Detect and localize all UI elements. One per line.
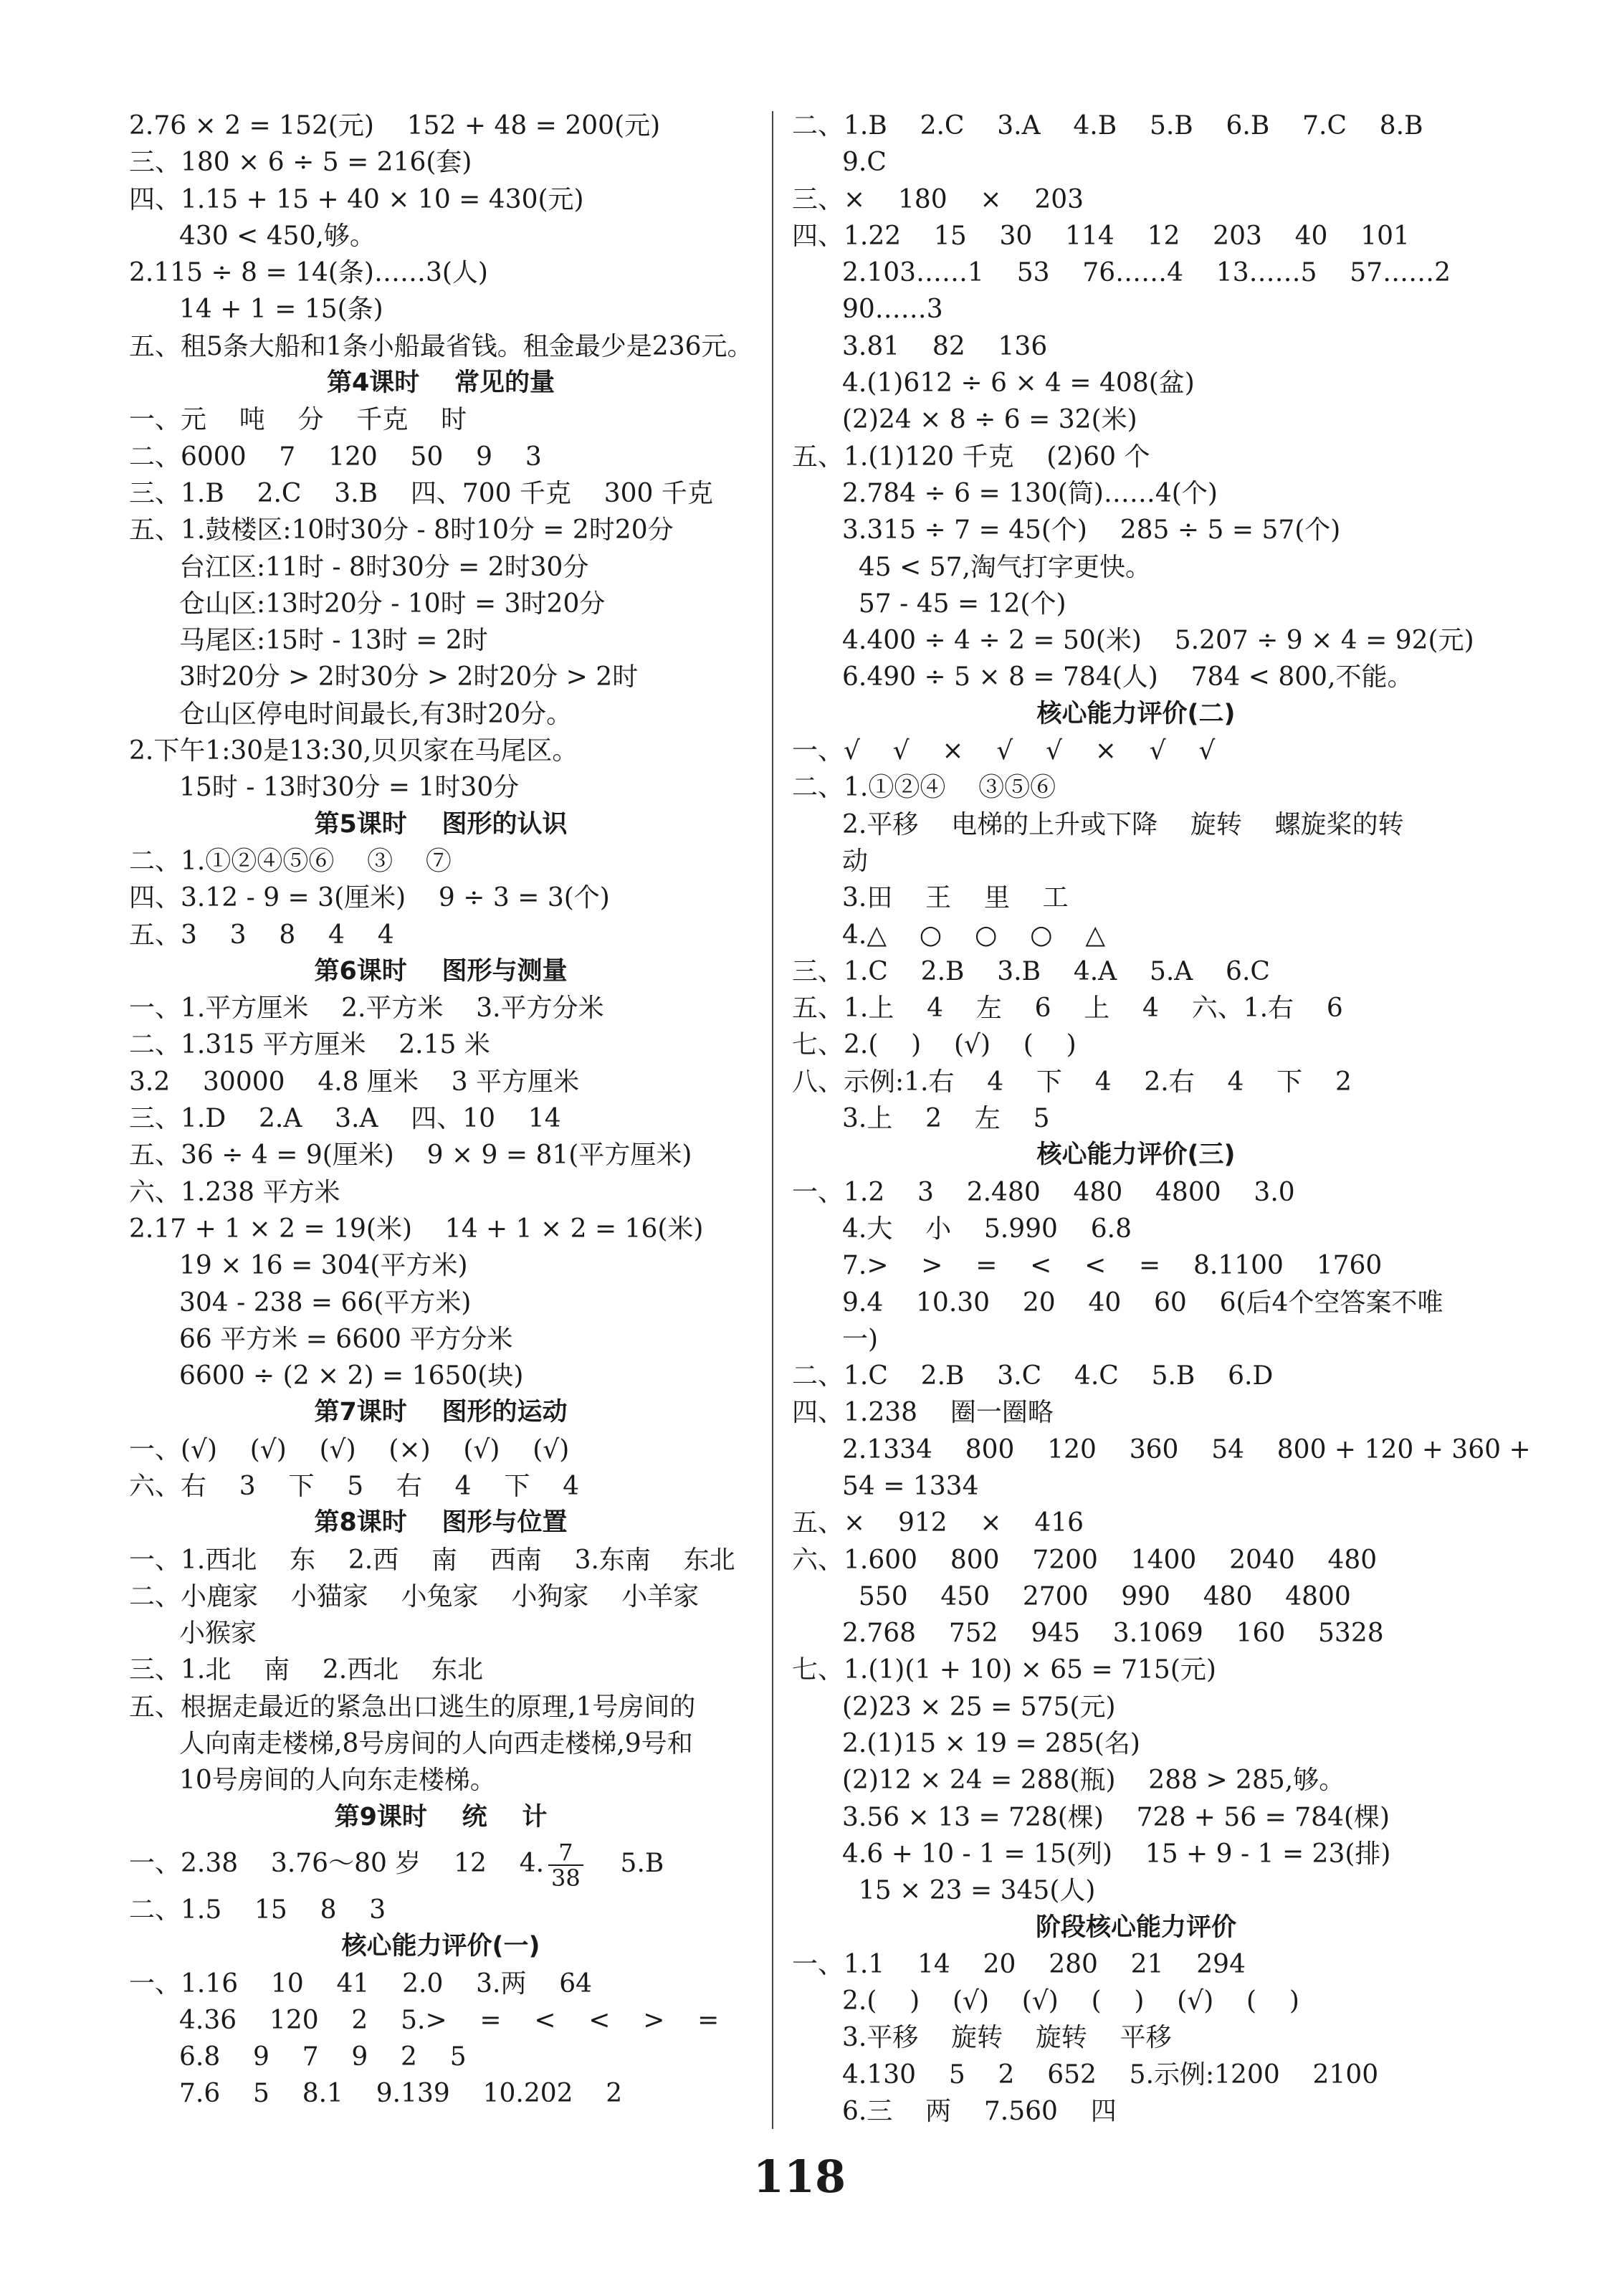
answer-line [129, 512, 753, 548]
fraction [548, 1840, 583, 1890]
page-number: 118 [753, 2150, 846, 2203]
fraction-numerator: 7 [548, 1840, 583, 1866]
answer-text: 10号房间的人向东走楼梯。 [179, 1766, 496, 1796]
answer-line [792, 1468, 1480, 1505]
answer-text: 一) [842, 1324, 879, 1354]
section-heading [129, 1505, 753, 1541]
answer-text: 2.( ) (√) (√) ( ) (√) ( ) [842, 1986, 1299, 2016]
answer-line [129, 1615, 753, 1652]
answer-text: 四、1.22 15 30 114 12 203 40 101 [792, 221, 1410, 251]
answer-line [792, 365, 1480, 401]
answer-text-after: 5.B [587, 1848, 664, 1878]
answer-text: 人向南走楼梯,8号房间的人向西走楼梯,9号和 [179, 1729, 693, 1759]
section-heading [129, 806, 753, 843]
answer-line [792, 990, 1480, 1026]
answer-line [129, 181, 753, 218]
answer-text: 3.56 × 13 = 728(棵) 728 + 56 = 784(棵) [842, 1802, 1390, 1832]
answer-line [792, 2019, 1480, 2056]
answer-line [792, 1358, 1480, 1394]
answer-line [129, 622, 753, 659]
right-column [792, 108, 1531, 2130]
answer-line [792, 2057, 1480, 2093]
answer-line [792, 475, 1480, 512]
answer-line [129, 1468, 753, 1505]
answer-text: 14 + 1 = 15(条) [179, 295, 383, 325]
answer-text: 仓山区停电时间最长,有3时20分。 [179, 699, 573, 729]
answer-line [792, 108, 1480, 144]
answer-text: 二、1.①②④⑤⑥ ③ ⑦ [129, 846, 452, 876]
answer-line [129, 439, 753, 475]
answer-text: 四、3.12 - 9 = 3(厘米) 9 ÷ 3 = 3(个) [129, 883, 610, 913]
answer-text: 一、2.38 3.76～80 岁 12 4. [129, 1848, 545, 1878]
section-heading [129, 365, 753, 401]
answer-line [792, 1174, 1480, 1211]
answer-line [129, 2039, 753, 2075]
answer-line [129, 1578, 753, 1615]
answer-line [129, 218, 753, 254]
answer-line [129, 1321, 753, 1358]
answer-line [129, 1174, 753, 1211]
answer-line [129, 1836, 753, 1892]
answer-text: 15时 - 13时30分 = 1时30分 [179, 773, 520, 803]
answer-text: 4.大 小 5.990 6.8 [842, 1214, 1132, 1244]
answer-line [792, 1946, 1480, 1983]
answer-text: 三、1.B 2.C 3.B 四、700 千克 300 千克 [129, 478, 713, 508]
answer-text: (2)23 × 25 = 575(元) [842, 1692, 1116, 1722]
answer-line [792, 1064, 1480, 1100]
answer-text: 五、× 912 × 416 [792, 1508, 1084, 1538]
answer-line [129, 1652, 753, 1688]
answer-line [792, 806, 1480, 843]
answer-line [792, 843, 1480, 880]
answer-text: 一、1.1 14 20 280 21 294 [792, 1949, 1246, 1979]
answer-text: 4.(1)612 ÷ 6 × 4 = 408(盆) [842, 368, 1195, 399]
answer-text: 15 × 23 = 345(人) [842, 1876, 1096, 1906]
column-divider [772, 111, 773, 2129]
answer-text: 三、× 180 × 203 [792, 184, 1084, 214]
answer-line [129, 1892, 753, 1928]
answer-text: 一、√ √ × √ √ × √ √ [792, 736, 1216, 766]
answer-text: 第9课时 统 计 [334, 1802, 548, 1831]
answer-text: 2.103……1 53 76……4 13……5 57……2 [842, 258, 1451, 288]
answer-text: 2.76 × 2 = 152(元) 152 + 48 = 200(元) [129, 111, 661, 140]
answer-text: 45 < 57,淘气打字更快。 [842, 552, 1151, 582]
answer-line [792, 1026, 1480, 1063]
answer-text: 4.6 + 10 - 1 = 15(列) 15 + 9 - 1 = 23(排) [842, 1839, 1391, 1869]
answer-text: 4.400 ÷ 4 ÷ 2 = 50(米) 5.207 ÷ 9 × 4 = 92(元) [842, 626, 1474, 656]
section-heading [129, 1799, 753, 1836]
answer-line [792, 769, 1480, 806]
section-heading [129, 1394, 753, 1431]
answer-line [792, 1432, 1531, 1468]
answer-line [129, 843, 753, 880]
answer-line [129, 475, 753, 512]
answer-text: 550 450 2700 990 480 4800 [842, 1581, 1351, 1611]
answer-text: 六、1.600 800 7200 1400 2040 480 [792, 1545, 1378, 1575]
answer-text: 小猴家 [179, 1619, 257, 1649]
answer-line [129, 1689, 753, 1725]
answer-line [792, 953, 1480, 990]
answer-text: 五、1.上 4 左 6 上 4 六、1.右 6 [792, 994, 1343, 1024]
answer-line [792, 1505, 1480, 1541]
answer-text: 3.田 王 里 工 [842, 883, 1069, 913]
answer-line [129, 917, 753, 953]
answer-line [792, 622, 1480, 659]
answer-line [129, 1064, 753, 1100]
answer-text: 核心能力评价(二) [1036, 699, 1236, 728]
answer-line [792, 880, 1480, 916]
answer-text: 三、1.北 南 2.西北 东北 [129, 1655, 484, 1685]
answer-text: 马尾区:15时 - 13时 = 2时 [179, 626, 488, 656]
answer-line [792, 328, 1480, 365]
answer-text: 台江区:11时 - 8时30分 = 2时30分 [179, 552, 589, 582]
answer-line [792, 1872, 1480, 1909]
answer-line [129, 769, 753, 806]
answer-line [129, 1100, 753, 1137]
answer-line [792, 1394, 1480, 1431]
answer-text: 五、1.鼓楼区:10时30分 - 8时10分 = 2时20分 [129, 515, 674, 546]
answer-line [792, 733, 1480, 769]
answer-text: 四、1.238 圈一圈略 [792, 1398, 1054, 1428]
answer-text: 3.81 82 136 [842, 331, 1048, 361]
answer-text: 八、示例:1.右 4 下 4 2.右 4 下 2 [792, 1067, 1352, 1097]
answer-text: 6.8 9 7 9 2 5 [179, 2042, 467, 2072]
answer-line [129, 990, 753, 1026]
answer-text: 二、1.5 15 8 3 [129, 1895, 386, 1925]
answer-text: 2.784 ÷ 6 = 130(筒)……4(个) [842, 478, 1218, 508]
answer-line [129, 733, 753, 769]
answer-line [129, 1542, 753, 1578]
answer-text: 一、元 吨 分 千克 时 [129, 405, 467, 435]
answer-text: 7.6 5 8.1 9.139 10.202 2 [179, 2079, 623, 2109]
answer-line [129, 1137, 753, 1173]
answer-text: 57 - 45 = 12(个) [842, 589, 1066, 619]
fraction-denominator: 38 [551, 1864, 581, 1892]
section-heading [792, 1910, 1480, 1946]
answer-text: 一、1.16 10 41 2.0 3.两 64 [129, 1968, 593, 1999]
answer-text: 6.三 两 7.560 四 [842, 2097, 1117, 2127]
answer-line [792, 181, 1480, 218]
answer-line [792, 1542, 1480, 1578]
answer-line [129, 659, 753, 695]
answer-line [792, 254, 1480, 291]
answer-line [792, 1725, 1480, 1762]
answer-line [792, 1836, 1480, 1872]
left-column [129, 108, 753, 2112]
answer-text: 五、36 ÷ 4 = 9(厘米) 9 × 9 = 81(平方厘米) [129, 1140, 692, 1171]
answer-line [129, 1432, 753, 1468]
answer-text: 2.1334 800 120 360 54 800 + 120 + 360 + [842, 1434, 1531, 1464]
answer-text: 二、6000 7 120 50 9 3 [129, 442, 542, 472]
answer-text: 一、1.平方厘米 2.平方米 3.平方分米 [129, 994, 604, 1024]
answer-text: 二、1.C 2.B 3.C 4.C 5.B 6.D [792, 1361, 1274, 1391]
answer-text: 4.36 120 2 5.> = < < > = [179, 2005, 720, 2035]
answer-text: 66 平方米 = 6600 平方分米 [179, 1324, 513, 1354]
answer-text: 五、租5条大船和1条小船最省钱。租金最少是236元。 [129, 331, 753, 361]
answer-line [792, 586, 1480, 622]
answer-text: 仓山区:13时20分 - 10时 = 3时20分 [179, 589, 606, 619]
answer-text: 六、1.238 平方米 [129, 1177, 340, 1207]
answer-line [129, 880, 753, 916]
answer-line [792, 512, 1480, 548]
answer-line [792, 291, 1480, 328]
answer-line [792, 1689, 1480, 1725]
answer-text: 9.C [842, 148, 887, 178]
answer-line [792, 1615, 1480, 1652]
answer-text: 五、根据走最近的紧急出口逃生的原理,1号房间的 [129, 1692, 696, 1722]
answer-text: 2.115 ÷ 8 = 14(条)……3(人) [129, 258, 488, 288]
answer-text: 430 < 450,够。 [179, 221, 376, 251]
answer-text: 一、(√) (√) (√) (×) (√) (√) [129, 1434, 570, 1464]
answer-text: 54 = 1334 [842, 1471, 979, 1501]
answer-line [129, 1762, 753, 1799]
answer-text: 2.17 + 1 × 2 = 19(米) 14 + 1 × 2 = 16(米) [129, 1214, 704, 1244]
answer-line [129, 1725, 753, 1762]
answer-text: 第6课时 图形与测量 [314, 956, 568, 986]
answer-text: 6600 ÷ (2 × 2) = 1650(块) [179, 1361, 524, 1391]
answer-text: 2.(1)15 × 19 = 285(名) [842, 1729, 1140, 1759]
answer-text: 二、1.315 平方厘米 2.15 米 [129, 1030, 490, 1060]
answer-line [792, 1762, 1480, 1799]
answer-text: 一、1.西北 东 2.西 南 西南 3.东南 东北 [129, 1545, 735, 1575]
answer-text: 3.315 ÷ 7 = 45(个) 285 ÷ 5 = 57(个) [842, 515, 1341, 546]
answer-line [129, 291, 753, 328]
answer-line [792, 1321, 1480, 1358]
answer-line [792, 218, 1480, 254]
answer-text: 2.768 752 945 3.1069 160 5328 [842, 1619, 1384, 1649]
answer-line [129, 2002, 753, 2039]
answer-line [792, 144, 1480, 181]
answer-text: 第5课时 图形的认识 [314, 809, 568, 839]
answer-text: 304 - 238 = 66(平方米) [179, 1287, 472, 1318]
answer-line [129, 696, 753, 733]
answer-text: 阶段核心能力评价 [1035, 1912, 1236, 1942]
answer-line [792, 659, 1480, 695]
answer-line [129, 549, 753, 586]
answer-text: 六、右 3 下 5 右 4 下 4 [129, 1471, 580, 1501]
answer-line [129, 586, 753, 622]
answer-text: 四、1.15 + 15 + 40 × 10 = 430(元) [129, 184, 584, 214]
answer-line [792, 917, 1480, 953]
answer-text: 2.下午1:30是13:30,贝贝家在马尾区。 [129, 736, 578, 766]
answer-line [792, 1799, 1480, 1836]
answer-line [792, 2093, 1480, 2130]
answer-text: 二、小鹿家 小猫家 小兔家 小狗家 小羊家 [129, 1581, 700, 1611]
answer-line [129, 328, 753, 365]
answer-line [792, 1652, 1480, 1688]
answer-line [792, 1211, 1480, 1247]
answer-text: 三、1.D 2.A 3.A 四、10 14 [129, 1104, 561, 1134]
answer-text: (2)12 × 24 = 288(瓶) 288 > 285,够。 [842, 1766, 1345, 1796]
section-heading [792, 1137, 1480, 1173]
answer-line [792, 1247, 1480, 1284]
section-heading [129, 953, 753, 990]
answer-text: 9.4 10.30 20 40 60 6(后4个空答案不唯 [842, 1287, 1443, 1318]
answer-line [792, 549, 1480, 586]
answer-line [129, 1247, 753, 1284]
answer-line [129, 1285, 753, 1321]
answer-text: (2)24 × 8 ÷ 6 = 32(米) [842, 405, 1137, 435]
answer-text: 4.130 5 2 652 5.示例:1200 2100 [842, 2059, 1379, 2090]
answer-line [129, 1966, 753, 2002]
answer-line [792, 401, 1480, 438]
answer-text: 七、1.(1)(1 + 10) × 65 = 715(元) [792, 1655, 1216, 1685]
answer-line [129, 254, 753, 291]
answer-line [792, 1578, 1480, 1615]
answer-text: 3.2 30000 4.8 厘米 3 平方厘米 [129, 1067, 580, 1097]
answer-line [792, 439, 1480, 475]
answer-text: 核心能力评价(一) [341, 1932, 540, 1961]
answer-line [129, 1358, 753, 1394]
answer-text: 2.平移 电梯的上升或下降 旋转 螺旋桨的转 [842, 809, 1404, 839]
answer-text: 3时20分 > 2时30分 > 2时20分 > 2时 [179, 662, 639, 692]
section-heading [129, 1928, 753, 1965]
answer-text: 五、3 3 8 4 4 [129, 920, 394, 950]
answer-text: 二、1.①②④ ③⑤⑥ [792, 773, 1056, 803]
answer-text: 动 [842, 846, 869, 876]
answer-text: 二、1.B 2.C 3.A 4.B 5.B 6.B 7.C 8.B [792, 111, 1423, 140]
answer-text: 7.> > = < < = 8.1100 1760 [842, 1251, 1383, 1281]
answer-line [129, 1026, 753, 1063]
answer-text: 第4课时 常见的量 [326, 368, 555, 398]
answer-line [129, 1211, 753, 1247]
answer-text: 3.平移 旋转 旋转 平移 [842, 2023, 1172, 2053]
answer-line [129, 401, 753, 438]
answer-line [129, 2075, 753, 2112]
answer-text: 4.△ ○ ○ ○ △ [842, 920, 1106, 950]
answer-line [792, 1285, 1480, 1321]
answer-line [129, 108, 753, 144]
answer-text: 核心能力评价(三) [1036, 1140, 1236, 1170]
answer-line [792, 1100, 1480, 1137]
answer-text: 第8课时 图形与位置 [314, 1508, 568, 1538]
section-heading [792, 696, 1480, 733]
answer-text: 3.上 2 左 5 [842, 1104, 1050, 1134]
answer-text: 6.490 ÷ 5 × 8 = 784(人) 784 < 800,不能。 [842, 662, 1413, 692]
answer-text: 三、1.C 2.B 3.B 4.A 5.A 6.C [792, 956, 1270, 986]
answer-text: 第7课时 图形的运动 [314, 1398, 568, 1427]
answer-text: 19 × 16 = 304(平方米) [179, 1251, 468, 1281]
answer-text: 五、1.(1)120 千克 (2)60 个 [792, 442, 1150, 472]
answer-text: 七、2.( ) (√) ( ) [792, 1030, 1077, 1060]
answer-line [792, 1983, 1480, 2019]
answer-text: 三、180 × 6 ÷ 5 = 216(套) [129, 148, 472, 178]
answer-text: 一、1.2 3 2.480 480 4800 3.0 [792, 1177, 1295, 1207]
answer-line [129, 144, 753, 181]
answer-text: 90……3 [842, 295, 943, 325]
